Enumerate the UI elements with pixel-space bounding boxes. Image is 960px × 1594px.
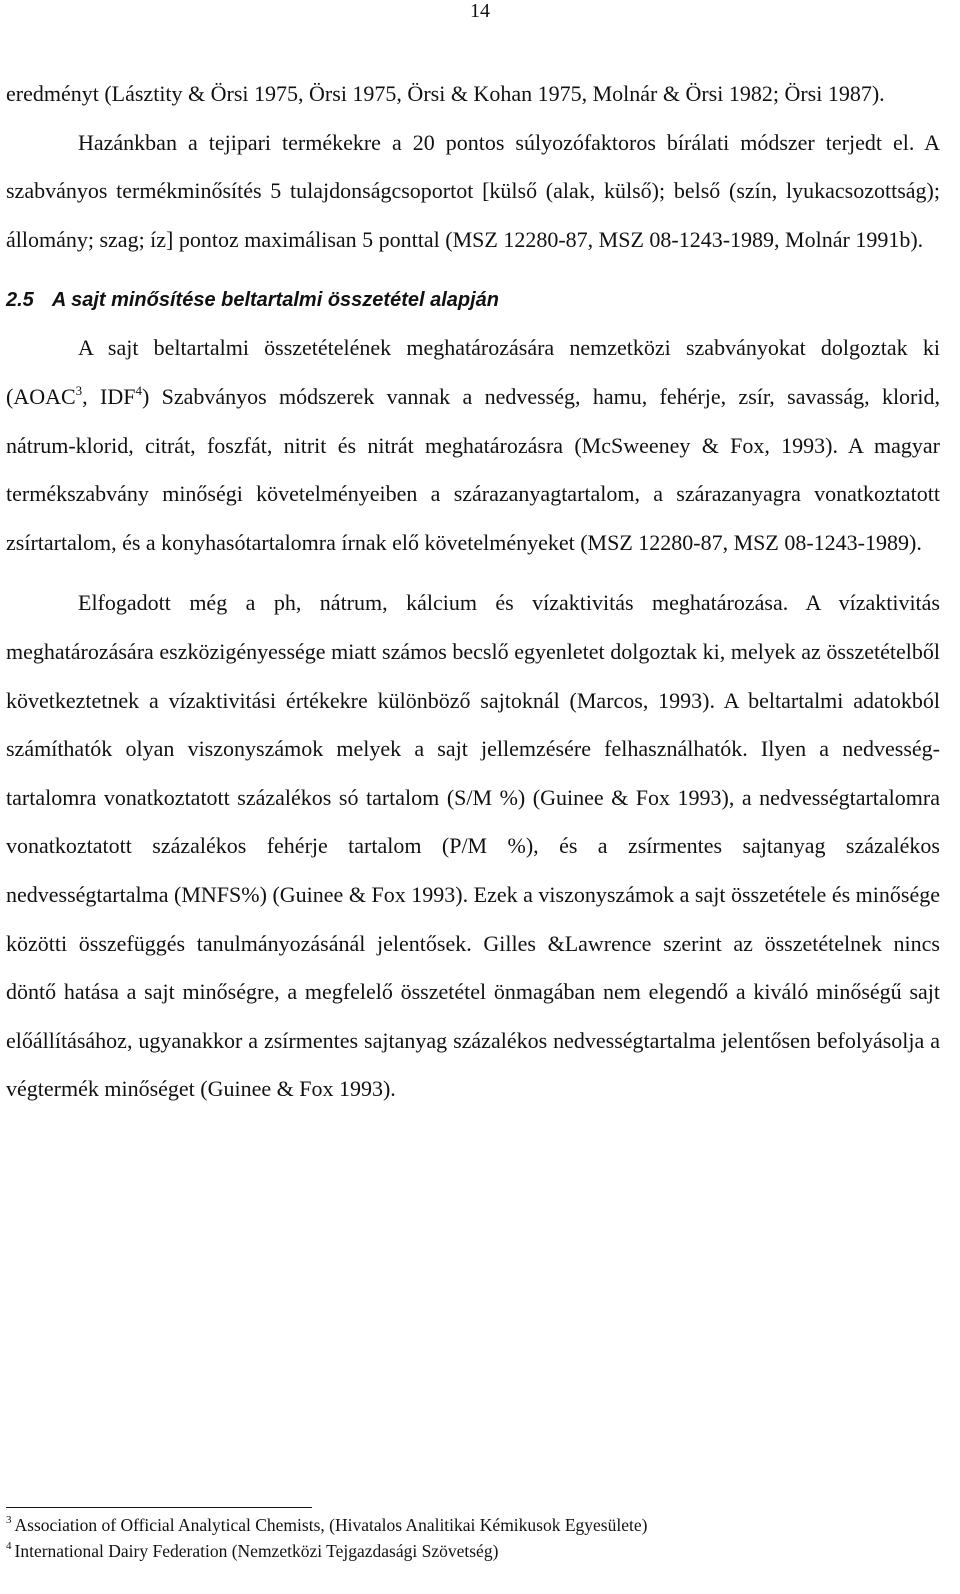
- paragraph-1: eredményt (Lásztity & Örsi 1975, Örsi 1975, Örsi & Kohan 1975, Molnár & Örsi 1982; Örsi 1987).: [6, 81, 885, 106]
- paragraph-4: Elfogadott még a ph, nátrum, kálcium és vízaktivitás meghatározása. A vízaktivitás meghatározására eszközigényessége miatt számos becslő egyenletet dolgoztak ki, melyek az összetételből következtetnek a vízaktivitási értékekre különböző sajtoknál (Marcos, 1993). A beltartalmi adatokból számíthatók olyan viszonyszámok melyek a sajt jellemzésére felhasználhatók. Ilyen a nedvesség-tartalomra vonatkoztatott százalékos só tartalom (S/M %) (Guinee & Fox 1993), a nedvességtartalomra vonatkoztatott százalékos fehérje tartalom (P/M %), és a zsírmentes sajtanyag százalékos nedvességtartalma (MNFS%) (Guinee & Fox 1993). Ezek a viszonyszámok a sajt összetétele és minősége közötti összefüggés tanulmányozásánál jelentősek. Gilles &Lawrence szerint az összetételnek nincs döntő hatása a sajt minőségre, a megfelelő összetétel önmagában nem elegendő a kiváló minőségű sajt előállításához, ugyanakkor a zsírmentes sajtanyag százalékos nedvességtartalma jelentősen befolyásolja a végtermék minőséget (Guinee & Fox 1993).: [6, 590, 940, 1102]
- footnote-divider: [6, 1507, 312, 1508]
- footnote-4: [6, 1538, 940, 1564]
- page-number: 14: [470, 0, 490, 22]
- footnote-marker: 3: [6, 1514, 12, 1526]
- paragraph-2: Hazánkban a tejipari termékekre a 20 pontos súlyozófaktoros bírálati módszer terjedt el. A szabványos termékminősítés 5 tulajdonságcsoportot [külső (alak, külső); belső (szín, lyukacsozottság); állomány; szag; íz] pontoz maximálisan 5 ponttal (MSZ 12280-87, MSZ 08-1243-1989, Molnár 1991b).: [6, 129, 940, 252]
- footnote-ref-4[interactable]: 4: [135, 382, 142, 398]
- footnote-text: International Dairy Federation (Nemzetközi Tejgazdasági Szövetség): [14, 1541, 499, 1561]
- footnote-marker: 4: [6, 1540, 12, 1552]
- section-number: 2.5: [6, 289, 34, 312]
- document-body: [6, 70, 940, 1114]
- paragraph-3: [6, 324, 940, 567]
- footnotes: [6, 1512, 940, 1564]
- footnote-text: Association of Official Analytical Chemists, (Hivatalos Analitikai Kémikusok Egyesülete): [14, 1515, 648, 1535]
- paragraph-3-text-c: ) Szabványos módszerek vannak a nedvesség, hamu, fehérje, zsír, savasság, klorid, nátrum-klorid, citrát, foszfát, nitrit és nitrát meghatározásra (McSweeney & Fox, 1993). A magyar termékszabvány minőségi követelményeiben a szárazanyagtartalom, a szárazanyagra vonatkoztatott zsírtartalom, és a konyhasótartalomra írnak elő követelményeket (MSZ 12280-87, MSZ 08-1243-1989).: [6, 383, 940, 555]
- section-title: A sajt minősítése beltartalmi összetétel alapján: [51, 289, 500, 312]
- footnote-3: [6, 1512, 940, 1538]
- section-heading: [6, 276, 940, 324]
- footnote-ref-3[interactable]: 3: [75, 382, 83, 398]
- paragraph-3-text-a: A sajt beltartalmi összetételének meghatározására nemzetközi szabványokat dolgoztak ki (AOAC: [6, 335, 940, 409]
- paragraph-3-text-b: , IDF: [82, 383, 136, 409]
